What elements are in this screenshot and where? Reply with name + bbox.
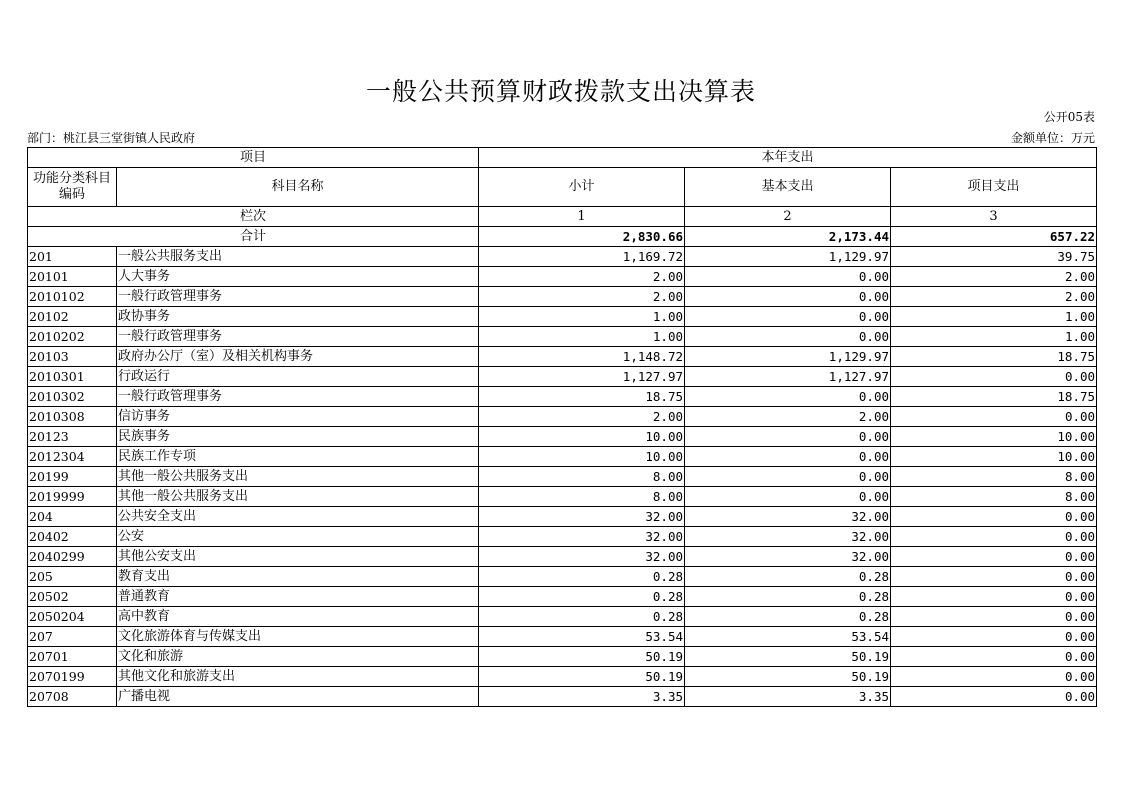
total-project: 657.22 [891, 227, 1097, 247]
row-subtotal: 2.00 [479, 267, 685, 287]
row-name: 教育支出 [117, 567, 479, 587]
row-project: 8.00 [891, 467, 1097, 487]
header-row-2 [28, 168, 1097, 207]
row-project: 0.00 [891, 687, 1097, 707]
row-name: 其他文化和旅游支出 [117, 667, 479, 687]
header-project: 项目支出 [891, 168, 1097, 207]
row-code: 2012304 [28, 447, 117, 467]
amount-unit-label: 金额单位：万元 [1010, 131, 1095, 145]
row-basic: 0.00 [685, 327, 891, 347]
row-subtotal: 1,148.72 [479, 347, 685, 367]
row-basic: 0.00 [685, 467, 891, 487]
row-project: 39.75 [891, 247, 1097, 267]
header-item: 项目 [28, 148, 479, 168]
index-row [28, 207, 1097, 227]
form-number: 公开05表 [1043, 110, 1095, 124]
row-basic: 50.19 [685, 647, 891, 667]
row-code: 204 [28, 507, 117, 527]
row-name: 一般行政管理事务 [117, 327, 479, 347]
row-basic: 1,129.97 [685, 247, 891, 267]
header-name: 科目名称 [117, 168, 479, 207]
header-row-1 [28, 148, 1097, 168]
row-name: 文化和旅游 [117, 647, 479, 667]
row-project: 0.00 [891, 567, 1097, 587]
row-project: 2.00 [891, 287, 1097, 307]
row-basic: 1,129.97 [685, 347, 891, 367]
row-project: 18.75 [891, 347, 1097, 367]
row-code: 20701 [28, 647, 117, 667]
row-project: 10.00 [891, 447, 1097, 467]
budget-table [27, 147, 1097, 707]
table-row [28, 387, 1097, 407]
page-title: 一般公共预算财政拨款支出决算表 [365, 77, 756, 106]
row-basic: 50.19 [685, 667, 891, 687]
row-subtotal: 32.00 [479, 547, 685, 567]
total-subtotal: 2,830.66 [479, 227, 685, 247]
row-basic: 0.00 [685, 307, 891, 327]
row-basic: 3.35 [685, 687, 891, 707]
row-name: 人大事务 [117, 267, 479, 287]
row-basic: 0.00 [685, 287, 891, 307]
row-subtotal: 1,127.97 [479, 367, 685, 387]
total-basic: 2,173.44 [685, 227, 891, 247]
row-basic: 32.00 [685, 507, 891, 527]
row-subtotal: 32.00 [479, 507, 685, 527]
row-basic: 0.00 [685, 427, 891, 447]
row-code: 2040299 [28, 547, 117, 567]
row-name: 政协事务 [117, 307, 479, 327]
table-row [28, 347, 1097, 367]
row-code: 2010301 [28, 367, 117, 387]
table-row [28, 467, 1097, 487]
row-project: 0.00 [891, 667, 1097, 687]
table-row [28, 587, 1097, 607]
row-code: 20102 [28, 307, 117, 327]
row-code: 20123 [28, 427, 117, 447]
row-code: 201 [28, 247, 117, 267]
row-project: 0.00 [891, 367, 1097, 387]
index-label: 栏次 [28, 207, 479, 227]
table-row [28, 427, 1097, 447]
total-label: 合计 [28, 227, 479, 247]
table-row [28, 407, 1097, 427]
table-row [28, 287, 1097, 307]
row-project: 0.00 [891, 507, 1097, 527]
row-basic: 0.00 [685, 387, 891, 407]
row-code: 2010202 [28, 327, 117, 347]
row-project: 0.00 [891, 407, 1097, 427]
row-name: 政府办公厅（室）及相关机构事务 [117, 347, 479, 367]
row-code: 2010102 [28, 287, 117, 307]
row-name: 公安 [117, 527, 479, 547]
header-code: 功能分类科目编码 [28, 168, 117, 207]
row-name: 行政运行 [117, 367, 479, 387]
row-name: 公共安全支出 [117, 507, 479, 527]
row-code: 2010302 [28, 387, 117, 407]
row-name: 其他公安支出 [117, 547, 479, 567]
row-code: 2019999 [28, 487, 117, 507]
row-basic: 32.00 [685, 547, 891, 567]
table-row [28, 447, 1097, 467]
row-code: 20402 [28, 527, 117, 547]
row-subtotal: 50.19 [479, 667, 685, 687]
row-code: 20103 [28, 347, 117, 367]
row-code: 2010308 [28, 407, 117, 427]
row-subtotal: 0.28 [479, 607, 685, 627]
table-row [28, 667, 1097, 687]
row-subtotal: 0.28 [479, 567, 685, 587]
row-name: 一般公共服务支出 [117, 247, 479, 267]
table-row [28, 627, 1097, 647]
row-subtotal: 32.00 [479, 527, 685, 547]
table-row [28, 487, 1097, 507]
row-project: 0.00 [891, 547, 1097, 567]
row-subtotal: 10.00 [479, 447, 685, 467]
row-name: 信访事务 [117, 407, 479, 427]
index-1: 1 [479, 207, 685, 227]
table-row [28, 367, 1097, 387]
row-subtotal: 50.19 [479, 647, 685, 667]
row-subtotal: 0.28 [479, 587, 685, 607]
row-subtotal: 2.00 [479, 407, 685, 427]
row-basic: 2.00 [685, 407, 891, 427]
row-subtotal: 10.00 [479, 427, 685, 447]
row-project: 18.75 [891, 387, 1097, 407]
total-row [28, 227, 1097, 247]
table-row [28, 327, 1097, 347]
row-project: 0.00 [891, 627, 1097, 647]
table-row [28, 307, 1097, 327]
index-2: 2 [685, 207, 891, 227]
table-row [28, 687, 1097, 707]
row-project: 0.00 [891, 647, 1097, 667]
row-code: 207 [28, 627, 117, 647]
row-code: 2070199 [28, 667, 117, 687]
row-project: 8.00 [891, 487, 1097, 507]
row-subtotal: 53.54 [479, 627, 685, 647]
row-name: 普通教育 [117, 587, 479, 607]
row-project: 0.00 [891, 607, 1097, 627]
row-name: 广播电视 [117, 687, 479, 707]
row-subtotal: 8.00 [479, 487, 685, 507]
table-row [28, 547, 1097, 567]
row-name: 高中教育 [117, 607, 479, 627]
row-name: 其他一般公共服务支出 [117, 467, 479, 487]
row-project: 1.00 [891, 327, 1097, 347]
row-basic: 0.28 [685, 587, 891, 607]
row-basic: 32.00 [685, 527, 891, 547]
row-basic: 0.28 [685, 567, 891, 587]
row-basic: 0.00 [685, 447, 891, 467]
table-row [28, 607, 1097, 627]
row-subtotal: 3.35 [479, 687, 685, 707]
row-project: 1.00 [891, 307, 1097, 327]
header-current-year: 本年支出 [479, 148, 1097, 168]
row-name: 一般行政管理事务 [117, 387, 479, 407]
row-project: 10.00 [891, 427, 1097, 447]
table-row [28, 507, 1097, 527]
table-row [28, 527, 1097, 547]
header-basic: 基本支出 [685, 168, 891, 207]
row-code: 20502 [28, 587, 117, 607]
row-subtotal: 1.00 [479, 307, 685, 327]
table-row [28, 567, 1097, 587]
row-name: 一般行政管理事务 [117, 287, 479, 307]
row-name: 其他一般公共服务支出 [117, 487, 479, 507]
header-subtotal: 小计 [479, 168, 685, 207]
row-code: 2050204 [28, 607, 117, 627]
row-code: 20101 [28, 267, 117, 287]
row-subtotal: 8.00 [479, 467, 685, 487]
row-subtotal: 1.00 [479, 327, 685, 347]
row-subtotal: 1,169.72 [479, 247, 685, 267]
row-subtotal: 2.00 [479, 287, 685, 307]
row-basic: 0.00 [685, 487, 891, 507]
row-basic: 1,127.97 [685, 367, 891, 387]
row-basic: 0.00 [685, 267, 891, 287]
row-code: 20708 [28, 687, 117, 707]
table-row [28, 267, 1097, 287]
row-subtotal: 18.75 [479, 387, 685, 407]
row-project: 0.00 [891, 527, 1097, 547]
row-name: 文化旅游体育与传媒支出 [117, 627, 479, 647]
index-3: 3 [891, 207, 1097, 227]
table-row [28, 247, 1097, 267]
department-label: 部门：桃江县三堂街镇人民政府 [27, 131, 196, 145]
row-code: 20199 [28, 467, 117, 487]
row-name: 民族工作专项 [117, 447, 479, 467]
row-basic: 0.28 [685, 607, 891, 627]
row-project: 2.00 [891, 267, 1097, 287]
row-code: 205 [28, 567, 117, 587]
row-project: 0.00 [891, 587, 1097, 607]
table-row [28, 647, 1097, 667]
row-name: 民族事务 [117, 427, 479, 447]
row-basic: 53.54 [685, 627, 891, 647]
